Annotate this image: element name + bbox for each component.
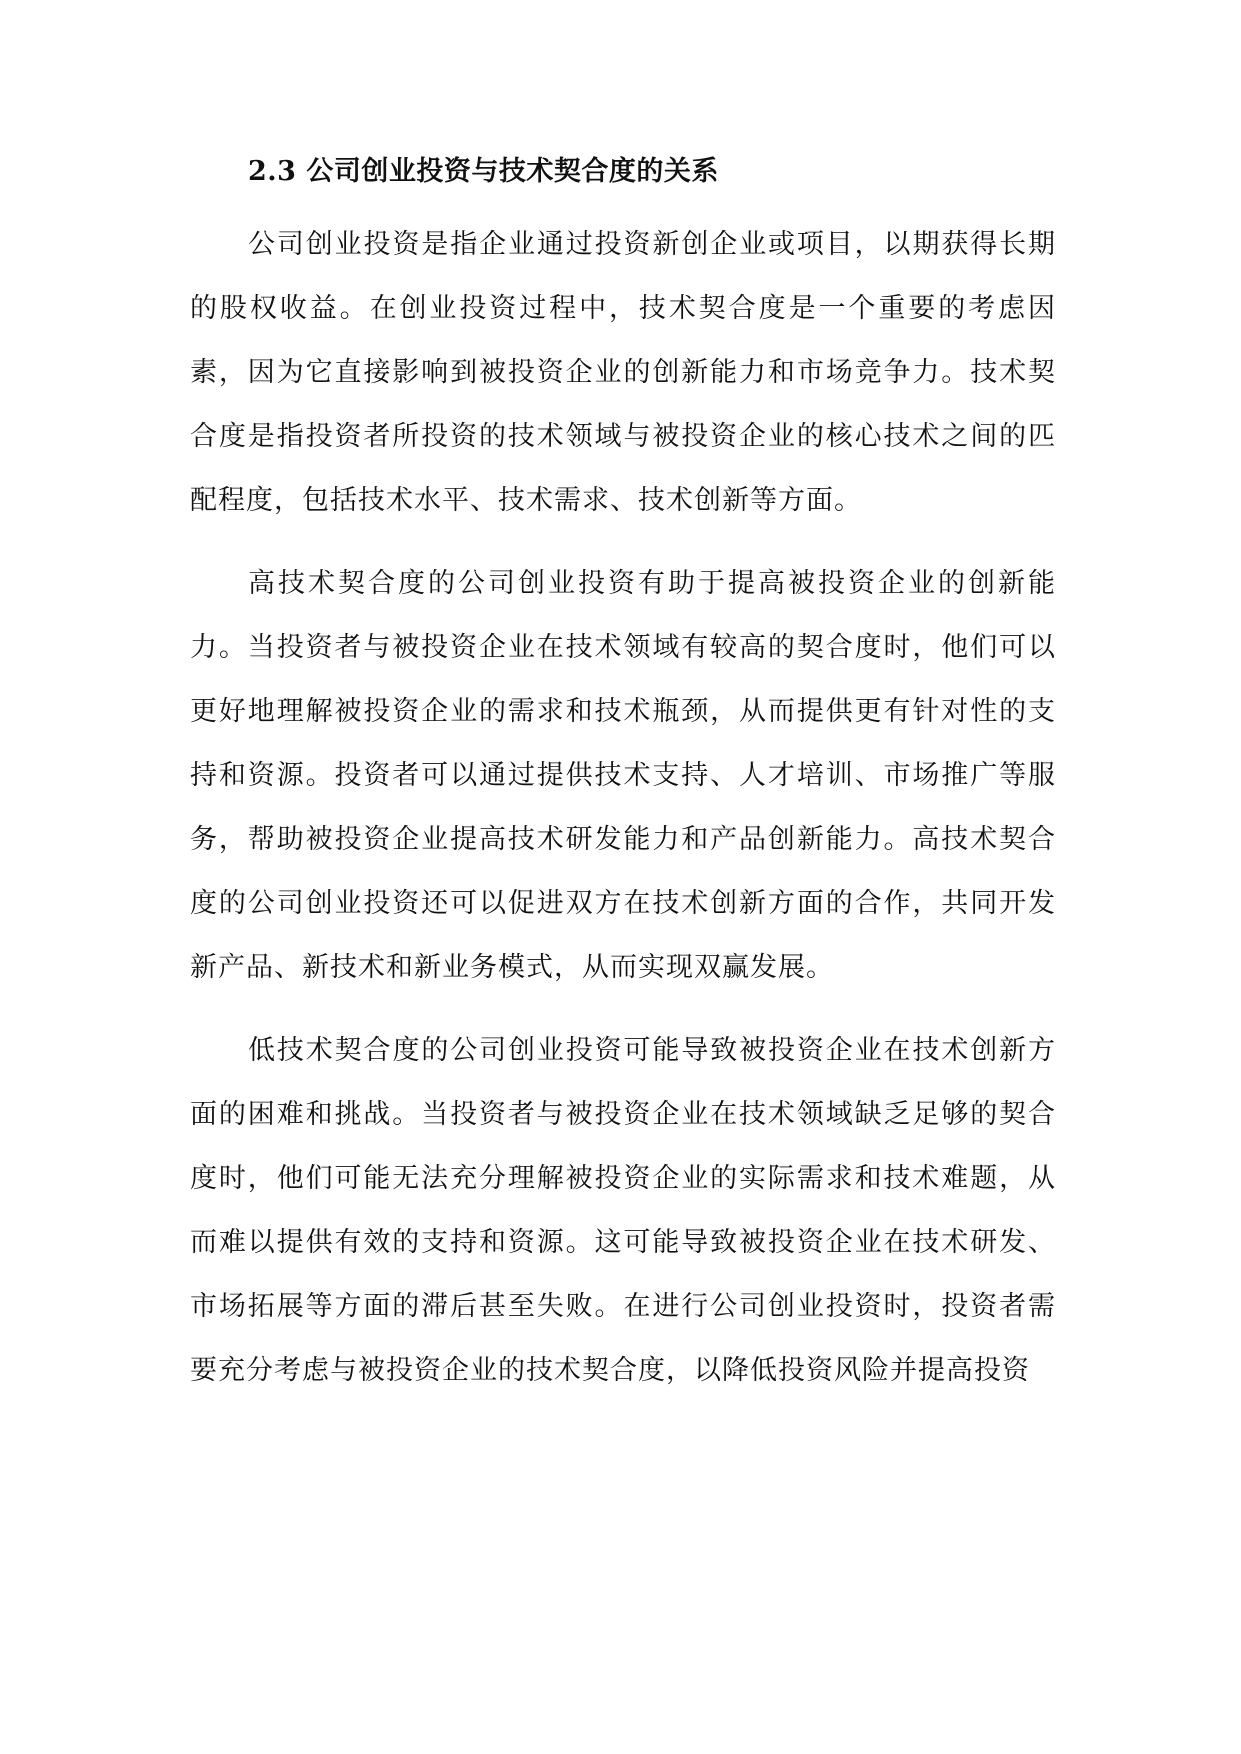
section-heading: 2.3 公司创业投资与技术契合度的关系: [248, 156, 719, 187]
paragraph-low-fit: 低技术契合度的公司创业投资可能导致被投资企业在技术创新方面的困难和挑战。当投资者与被投资企业在技术领域缺乏足够的契合度时，他们可能无法充分理解被投资企业的实际需求和技术难题，从而难以提供有效的支持和资源。这可能导致被投资企业在技术研发、市场拓展等方面的滞后甚至失败。在进行公司创业投资时，投资者需要充分考虑与被投资企业的技术契合度，以降低投资风险并提高投资: [190, 1035, 1056, 1386]
paragraph-high-fit: 高技术契合度的公司创业投资有助于提高被投资企业的创新能力。当投资者与被投资企业在技术领域有较高的契合度时，他们可以更好地理解被投资企业的需求和技术瓶颈，从而提供更有针对性的支持和资源。投资者可以通过提供技术支持、人才培训、市场推广等服务，帮助被投资企业提高技术研发能力和产品创新能力。高技术契合度的公司创业投资还可以促进双方在技术创新方面的合作，共同开发新产品、新技术和新业务模式，从而实现双赢发展。: [190, 568, 1056, 983]
paragraph-definition: 公司创业投资是指企业通过投资新创企业或项目，以期获得长期的股权收益。在创业投资过程中，技术契合度是一个重要的考虑因素，因为它直接影响到被投资企业的创新能力和市场竞争力。技术契合度是指投资者所投资的技术领域与被投资企业的核心技术之间的匹配程度，包括技术水平、技术需求、技术创新等方面。: [190, 229, 1056, 516]
document-body: [190, 150, 1056, 1403]
